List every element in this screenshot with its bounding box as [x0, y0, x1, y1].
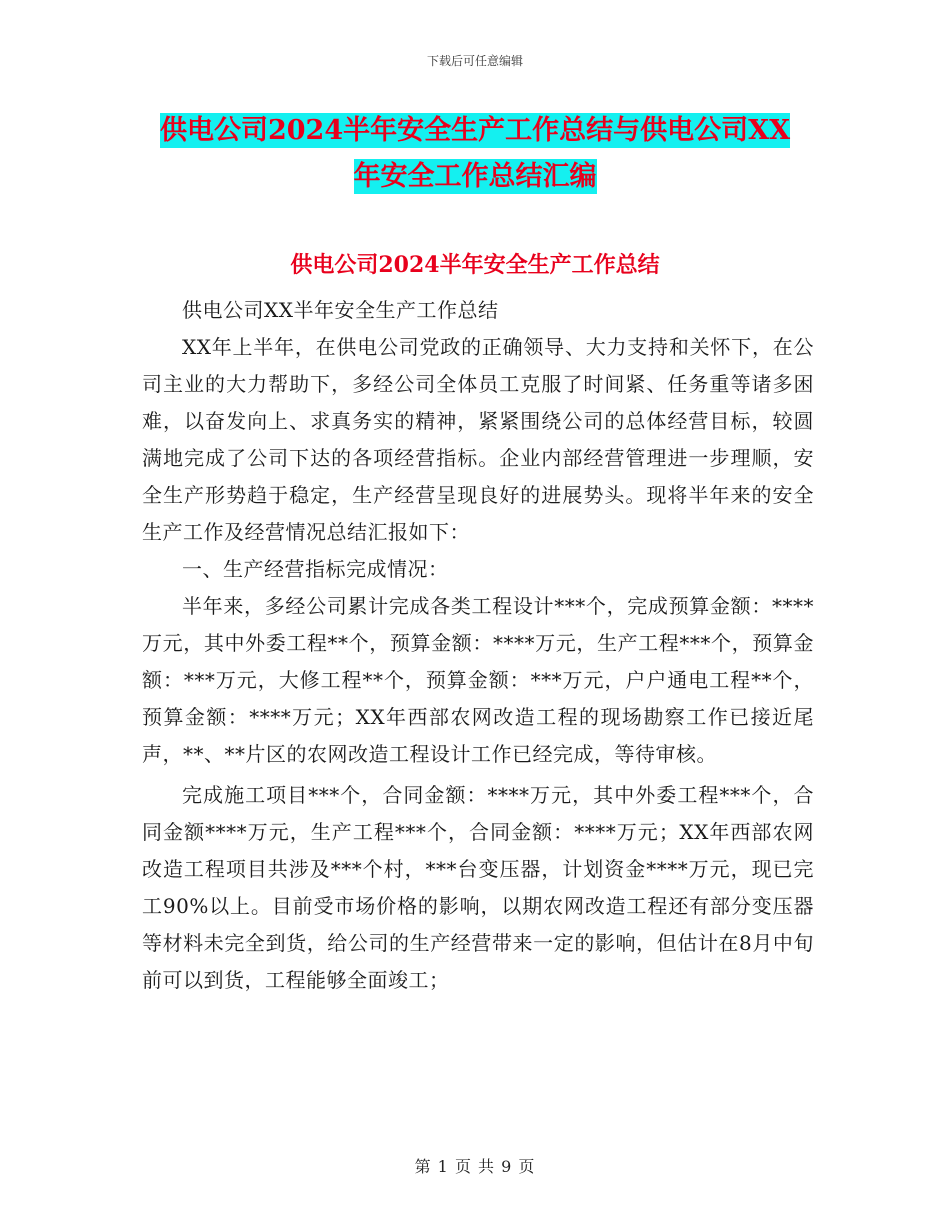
- document-title-line-1: 供电公司2024半年安全生产工作总结与供电公司XX: [159, 115, 791, 146]
- document-title-line-2: 年安全工作总结汇编: [353, 161, 597, 192]
- header-note: 下载后可任意编辑: [426, 54, 523, 68]
- section-title: 供电公司2024半年安全生产工作总结: [290, 252, 660, 278]
- paragraph-heading: 一、生产经营指标完成情况：: [182, 557, 449, 581]
- body-text: [142, 292, 814, 999]
- document-title: [0, 108, 950, 200]
- paragraph-construction: 完成施工项目***个，合同金额：****万元，其中外委工程***个，合同金额****万元，生产工程***个，合同金额：****万元；XX年西部农网改造工程项目共涉及***个村，***台变压器，计划资金****万元，现已完工90%以上。目前受市场价格的影响，以期农网改造工程还有部分变压器等材料未完全到货，给公司的生产经营带来一定的影响，但估计在8月中旬前可以到货，工程能够全面竣工；: [142, 783, 814, 992]
- paragraph-design: 半年来，多经公司累计完成各类工程设计***个，完成预算金额：****万元，其中外委工程**个，预算金额：****万元，生产工程***个，预算金额：***万元，大修工程**个，预算金额：***万元，户户通电工程**个，预算金额：****万元；XX年西部农网改造工程的现场勘察工作已接近尾声，**、**片区的农网改造工程设计工作已经完成，等待审核。: [142, 594, 814, 766]
- paragraph-intro: XX年上半年，在供电公司党政的正确领导、大力支持和关怀下，在公司主业的大力帮助下，多经公司全体员工克服了时间紧、任务重等诸多困难，以奋发向上、求真务实的精神，紧紧围绕公司的总体经营目标，较圆满地完成了公司下达的各项经营指标。企业内部经营管理进一步理顺，安全生产形势趋于稳定，生产经营呈现良好的进展势头。现将半年来的安全生产工作及经营情况总结汇报如下：: [142, 335, 814, 544]
- page-footer: 第 1 页 共 9 页: [414, 1157, 536, 1176]
- paragraph-subtitle: 供电公司XX半年安全生产工作总结: [182, 298, 499, 322]
